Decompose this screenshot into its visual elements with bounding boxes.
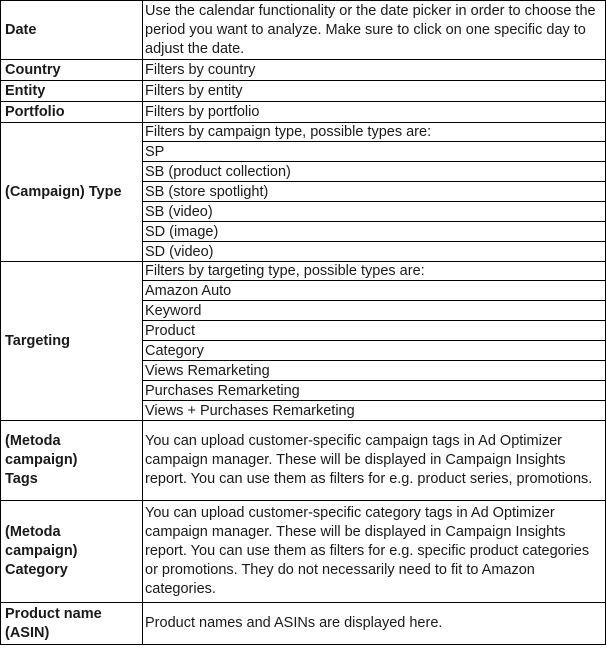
filter-description: Filters by portfolio <box>143 102 606 123</box>
filter-option: Category <box>143 341 606 361</box>
filter-label-text: Country <box>5 61 61 78</box>
filter-option: Views + Purchases Remarketing <box>143 401 606 421</box>
table-row <box>1 1 606 60</box>
filter-option: Keyword <box>143 301 606 321</box>
filter-option: SD (video) <box>143 242 606 262</box>
filter-description: Filters by campaign type, possible types are: <box>143 123 606 142</box>
table-row <box>1 60 606 81</box>
table-row <box>1 81 606 102</box>
table-row <box>1 102 606 123</box>
filter-description: Filters by entity <box>143 81 606 102</box>
filter-description: Product names and ASINs are displayed here. <box>143 603 606 645</box>
filter-description: You can upload customer-specific category tags in Ad Optimizer campaign manager. These will be displayed in Campaign Insights report. You can use them as filters for e.g. specific product categories or promotions. They do not necessarily need to fit to Amazon categories. <box>143 501 606 603</box>
table-row <box>1 421 606 501</box>
filter-option: SB (store spotlight) <box>143 182 606 202</box>
filter-label-text: Date <box>5 21 37 38</box>
filter-option: Product <box>143 321 606 341</box>
filter-option: SD (image) <box>143 222 606 242</box>
filter-label-date <box>1 1 143 60</box>
filter-label-text: (Metoda campaign) Tags <box>5 433 78 487</box>
filter-description: Filters by country <box>143 60 606 81</box>
table-body <box>1 1 606 645</box>
filter-label-text: Portfolio <box>5 103 65 120</box>
filter-label-text: (Campaign) Type <box>5 183 122 200</box>
filter-option: SP <box>143 142 606 162</box>
filter-option: SB (product collection) <box>143 162 606 182</box>
filter-label-portfolio <box>1 102 143 123</box>
filter-description: Use the calendar functionality or the date picker in order to choose the period you want to analyze. Make sure to click on one specific day to adjust the date. <box>143 1 606 60</box>
filter-label-country <box>1 60 143 81</box>
filter-label-entity <box>1 81 143 102</box>
table-row <box>1 262 606 281</box>
filter-label-metoda-campaign-tags <box>1 421 143 501</box>
filter-label-targeting <box>1 262 143 421</box>
table-row <box>1 603 606 645</box>
filter-label-text: Targeting <box>5 332 70 349</box>
filter-option: SB (video) <box>143 202 606 222</box>
filter-label-text: Entity <box>5 82 46 99</box>
filter-label-text: (Metoda campaign) Category <box>5 524 78 578</box>
filter-label-campaign-type <box>1 123 143 262</box>
filter-option: Purchases Remarketing <box>143 381 606 401</box>
filter-description: Filters by targeting type, possible types are: <box>143 262 606 281</box>
filter-label-product-name-asin <box>1 603 143 645</box>
filter-description: You can upload customer-specific campaign tags in Ad Optimizer campaign manager. These will be displayed in Campaign Insights report. You can use them as filters for e.g. product series, promotions. <box>143 421 606 501</box>
filter-label-metoda-campaign-category <box>1 501 143 603</box>
filter-option: Views Remarketing <box>143 361 606 381</box>
filter-label-text: Product name (ASIN) <box>5 605 102 641</box>
table-row <box>1 501 606 603</box>
filter-option: Amazon Auto <box>143 281 606 301</box>
table-row <box>1 123 606 142</box>
